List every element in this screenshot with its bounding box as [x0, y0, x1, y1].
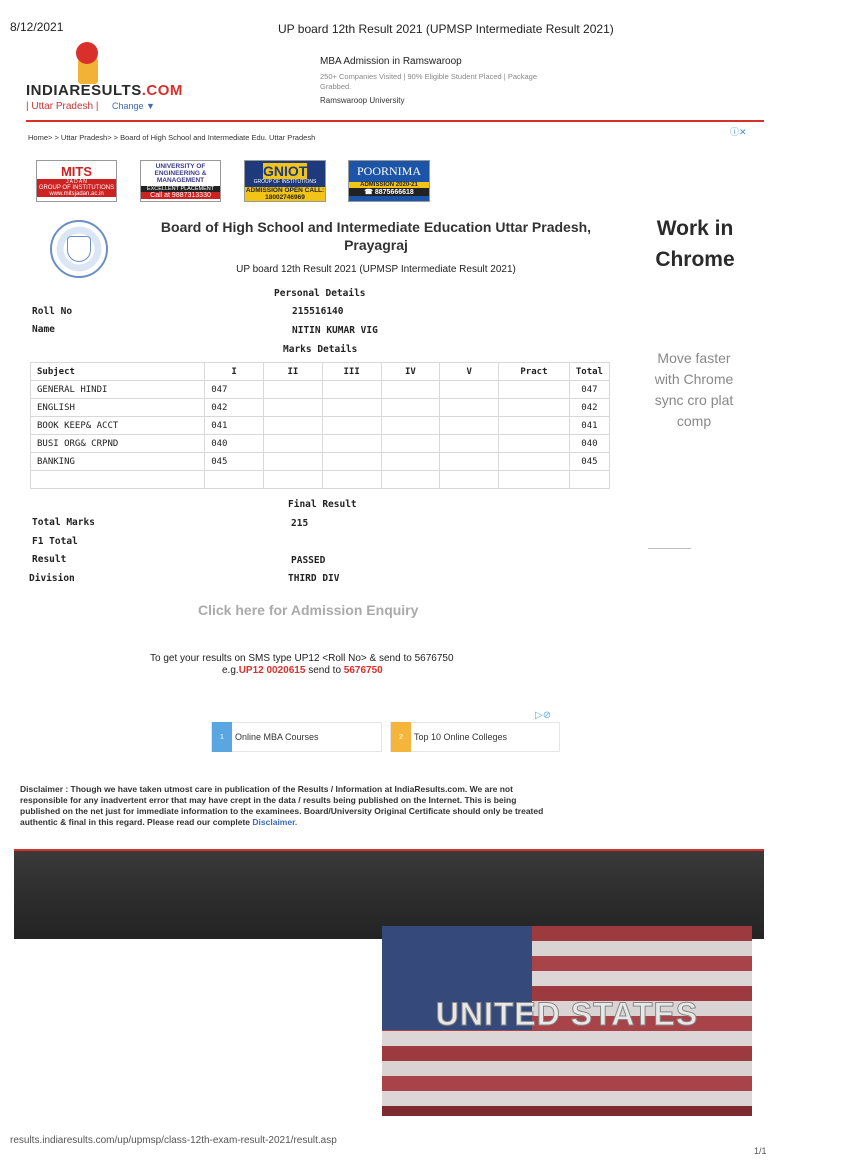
roll-value: 215516140: [292, 306, 344, 317]
flag-text: UNITED STATES: [435, 996, 699, 1032]
banner-title: MITS: [37, 164, 116, 179]
header-ad-title[interactable]: MBA Admission in Ramswaroop: [320, 56, 462, 67]
roll-label: Roll No: [32, 306, 73, 317]
side-ad-text: Move faster with Chrome sync cro plat comp: [654, 350, 734, 429]
personal-details-heading: Personal Details: [274, 288, 366, 299]
division-value: THIRD DIV: [288, 573, 340, 584]
banner-uem[interactable]: [140, 160, 221, 202]
table-row: [31, 417, 610, 435]
header-ad-desc: 250+ Companies Visited | 90% Eligible Student Placed | Package Grabbed.: [320, 72, 538, 91]
banner-extra: ADMISSION OPEN CALL: 18002746969: [245, 187, 325, 201]
state-label: | Uttar Pradesh |: [26, 101, 99, 112]
table-row: [31, 399, 610, 417]
disclaimer-link[interactable]: Disclaimer.: [252, 817, 298, 827]
banner-extra: ☎ 8875666618: [349, 188, 429, 196]
table-row: [31, 381, 610, 399]
banner-title: GNIOT: [263, 163, 308, 179]
total-cell: 042: [569, 399, 609, 417]
ad-link-online-mba[interactable]: [211, 722, 382, 752]
mark-i-cell: 041: [205, 417, 264, 435]
col-i: I: [205, 363, 264, 381]
side-ad-divider: [648, 548, 691, 549]
table-header-row: [31, 363, 610, 381]
ad-choices-icon[interactable]: ⓘ✕: [730, 127, 747, 137]
subject-cell: BOOK KEEP& ACCT: [31, 417, 205, 435]
ad-link-number: 2: [391, 722, 411, 752]
col-iv: IV: [381, 363, 440, 381]
total-cell: 045: [569, 453, 609, 471]
banner-sub: J A D A N: [37, 179, 116, 185]
site-logo[interactable]: INDIARESULTS.COM: [26, 82, 183, 99]
total-cell: 041: [569, 417, 609, 435]
name-value: NITIN KUMAR VIG: [292, 325, 378, 336]
mark-i-cell: 045: [205, 453, 264, 471]
mark-i-cell: 042: [205, 399, 264, 417]
col-subject: Subject: [31, 363, 205, 381]
header-divider: [26, 120, 764, 122]
marks-table: [30, 362, 610, 489]
header-ad-source: Ramswaroop University: [320, 96, 405, 105]
side-ad-title[interactable]: Work in Chrome: [655, 217, 735, 271]
admission-enquiry-link[interactable]: Click here for Admission Enquiry: [198, 602, 419, 618]
banner-mits[interactable]: [36, 160, 117, 202]
page-number: 1/1: [754, 1146, 767, 1156]
total-cell: 047: [569, 381, 609, 399]
print-title: UP board 12th Result 2021 (UPMSP Intermediate Result 2021): [278, 22, 614, 36]
col-iii: III: [322, 363, 381, 381]
banner-extra: Call at 9887313330: [141, 192, 220, 199]
col-pract: Pract: [499, 363, 570, 381]
seal-emblem-icon: [67, 236, 91, 262]
total-marks-label: Total Marks: [32, 517, 95, 528]
total-marks-value: 215: [291, 518, 309, 529]
ad-link-label: Top 10 Online Colleges: [414, 732, 508, 742]
total-cell: 040: [569, 435, 609, 453]
ad-link-label: Online MBA Courses: [235, 732, 319, 742]
logo-icon: [76, 42, 98, 64]
col-ii: II: [263, 363, 322, 381]
col-total: Total: [569, 363, 609, 381]
print-date: 8/12/2021: [10, 20, 64, 34]
table-row: [31, 435, 610, 453]
board-name: Board of High School and Intermediate Education Uttar Pradesh, Prayagraj: [160, 219, 592, 253]
breadcrumb[interactable]: Home> > Uttar Pradesh> > Board of High School and Intermediate Edu. Uttar Pradesh: [28, 133, 316, 142]
ad-link-number: 1: [212, 722, 232, 752]
subject-cell: ENGLISH: [31, 399, 205, 417]
subject-cell: GENERAL HINDI: [31, 381, 205, 399]
banner-sub: EXCELLENT PLACEMENT: [141, 186, 220, 192]
subject-cell: BANKING: [31, 453, 205, 471]
sms-example: e.g.UP12 0020615 send to 5676750: [222, 665, 383, 676]
change-state-link[interactable]: Change ▼: [112, 101, 155, 111]
sms-instructions: To get your results on SMS type UP12 <Roll No> & send to 5676750: [150, 653, 454, 664]
banner-gniot[interactable]: [244, 160, 326, 202]
marks-details-heading: Marks Details: [283, 344, 358, 355]
us-flag-ad[interactable]: [382, 926, 752, 1116]
table-row: [31, 453, 610, 471]
ad-choices-arrow-icon[interactable]: ▷⊘: [535, 710, 552, 721]
name-label: Name: [32, 324, 55, 335]
banner-sub: GROUP OF INSTITUTIONS: [253, 179, 317, 185]
result-title: UP board 12th Result 2021 (UPMSP Intermediate Result 2021): [236, 264, 516, 275]
print-footer-url: results.indiaresults.com/up/upmsp/class-12th-exam-result-2021/result.asp: [10, 1135, 337, 1146]
mark-i-cell: 040: [205, 435, 264, 453]
mark-i-cell: 047: [205, 381, 264, 399]
disclaimer: Disclaimer : Though we have taken utmost care in publication of the Results / Information at IndiaResults.com. We are not responsible for any inadvertent error that may have crept in the data / results being published on the Internet. This is being published on the net just for immediate information to the examinees. Board/University Original Certificate should only be treated authentic & final in this regard. Please read our complete Disclaimer.: [20, 784, 544, 827]
subject-cell: BUSI ORG& CRPND: [31, 435, 205, 453]
result-label: Result: [32, 554, 67, 565]
f1-total-label: F1 Total: [32, 536, 78, 547]
table-row-empty: [31, 471, 610, 489]
banner-extra: GROUP OF INSTITUTIONS www.mitsjadan.ac.in: [38, 185, 115, 197]
banner-sub: ADMISSION 2020-21: [349, 182, 429, 188]
division-label: Division: [29, 573, 75, 584]
banner-title: UNIVERSITY OF ENGINEERING & MANAGEMENT: [154, 163, 207, 184]
banner-title: POORNIMA: [356, 164, 421, 178]
col-v: V: [440, 363, 499, 381]
result-value: PASSED: [291, 555, 326, 566]
final-result-heading: Final Result: [288, 499, 357, 510]
ad-link-top-colleges[interactable]: [390, 722, 560, 752]
banner-poornima[interactable]: [348, 160, 430, 202]
